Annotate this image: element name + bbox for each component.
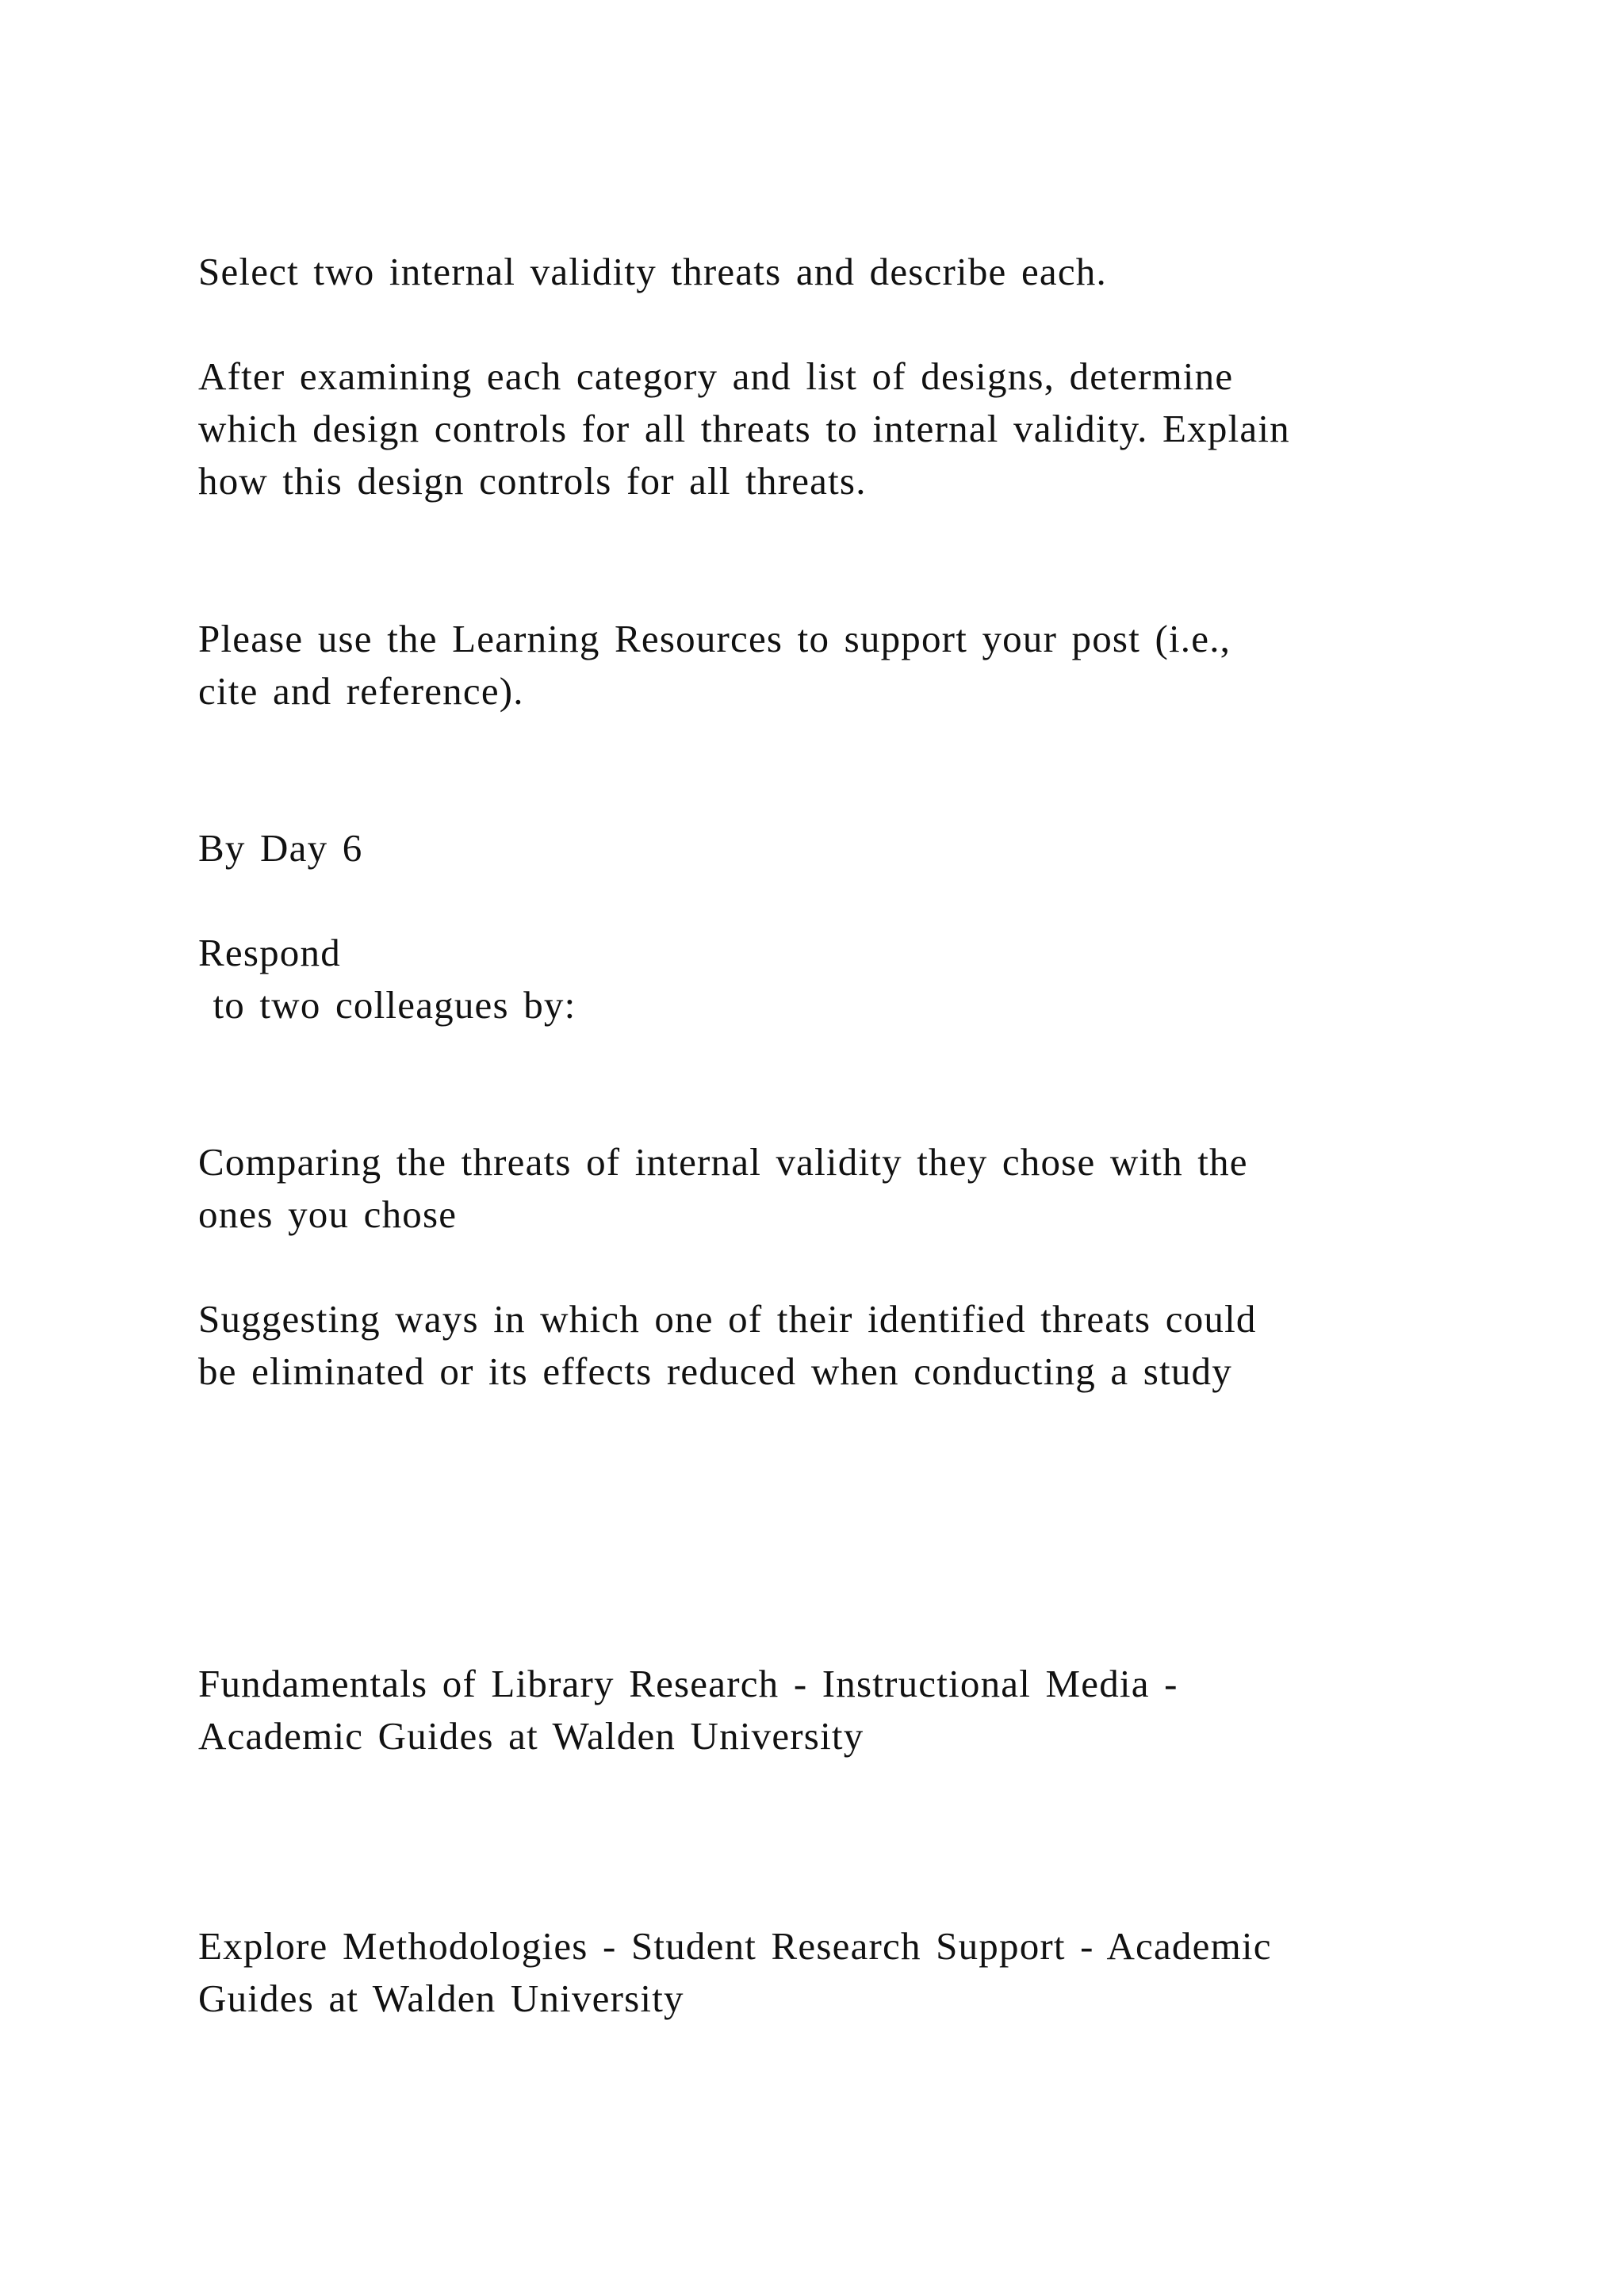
resource-fundamentals-line-1: Fundamentals of Library Research - Instructional Media -: [198, 1662, 1178, 1705]
instruction-resources-line-1: Please use the Learning Resources to support your post (i.e.,: [198, 617, 1231, 660]
respond-line-2: to two colleagues by:: [198, 983, 576, 1027]
comparing-line-2: ones you chose: [198, 1192, 458, 1236]
suggesting-line-2: be eliminated or its effects reduced when conducting a study: [198, 1349, 1232, 1393]
respond-line-1: Respond: [198, 931, 341, 974]
resource-methodologies-line-2: Guides at Walden University: [198, 1976, 684, 2020]
suggesting-line-1: Suggesting ways in which one of their identified threats could: [198, 1297, 1257, 1341]
instruction-select-threats: Select two internal validity threats and describe each.: [198, 250, 1107, 293]
instruction-design-line-3: how this design controls for all threats.: [198, 459, 867, 503]
resource-methodologies-line-1: Explore Methodologies - Student Research Support - Academic: [198, 1924, 1272, 1968]
instruction-design-line-1: After examining each category and list of designs, determine: [198, 354, 1234, 398]
comparing-line-1: Comparing the threats of internal validity they chose with the: [198, 1140, 1248, 1184]
instruction-design-line-2: which design controls for all threats to internal validity. Explain: [198, 407, 1290, 450]
section-heading-day-6: By Day 6: [198, 826, 363, 870]
resource-fundamentals-line-2: Academic Guides at Walden University: [198, 1714, 864, 1758]
instruction-resources-line-2: cite and reference).: [198, 669, 524, 713]
